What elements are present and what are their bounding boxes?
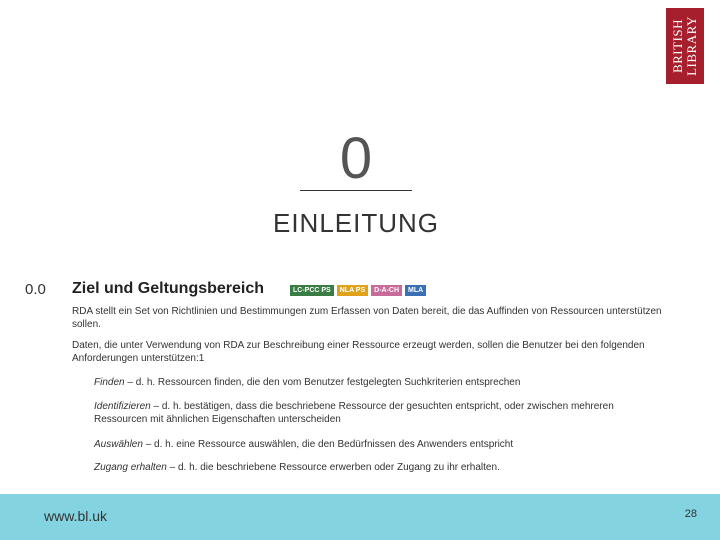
paragraph-requirements: Daten, die unter Verwendung von RDA zur Beschreibung einer Ressource erzeugt werden, sollen die Benutzer bei den folgenden Anforderungen unterstützen:1 [72,340,645,364]
section-number: 0.0 [25,281,46,298]
list-term: Auswählen [94,439,143,450]
policy-badges [290,285,426,296]
page-number: 28 [684,508,697,520]
list-item-zugang [94,461,669,474]
logo-line-1: BRITISH [670,18,685,74]
badge-mla[interactable]: MLA [405,285,426,296]
badge-d-a-ch[interactable]: D-A-CH [371,285,402,296]
list-text: – d. h. die beschriebene Ressource erwerben oder Zugang zu ihr erhalten. [166,462,500,473]
list-item-auswaehlen [94,438,669,451]
list-text: – d. h. bestätigen, dass die beschriebene Ressource der gesuchten entspricht, oder zwischen mehreren Ressourcen mit ähnlichen Eigenschaften unterscheiden [94,401,614,425]
list-term: Finden [94,377,125,388]
list-text: – d. h. eine Ressource auswählen, die den Bedürfnissen des Anwenders entspricht [142,439,514,450]
section-title: Ziel und Geltungsbereich [72,280,265,297]
list-text: – d. h. Ressourcen finden, die den vom Benutzer festgelegten Suchkriterien entsprechen [124,377,521,388]
footer-url[interactable]: www.bl.uk [44,508,108,524]
list-term: Identifizieren [94,401,151,412]
footer-bar [0,494,720,540]
badge-nla-ps[interactable]: NLA PS [337,285,368,296]
list-item-identifizieren [94,400,669,426]
chapter-title: EINLEITUNG [272,208,440,238]
british-library-logo [666,8,704,84]
chapter-divider [300,190,412,191]
list-term: Zugang erhalten [94,462,167,473]
logo-line-2: LIBRARY [684,16,699,76]
badge-lc-pcc-ps[interactable]: LC-PCC PS [290,285,334,296]
list-item-finden [94,376,669,389]
chapter-number: 0 [339,126,373,191]
paragraph-intro: RDA stellt ein Set von Richtlinien und Bestimmungen zum Erfassen von Daten bereit, die das Auffinden von Ressourcen unterstützen sollen. [72,306,662,330]
